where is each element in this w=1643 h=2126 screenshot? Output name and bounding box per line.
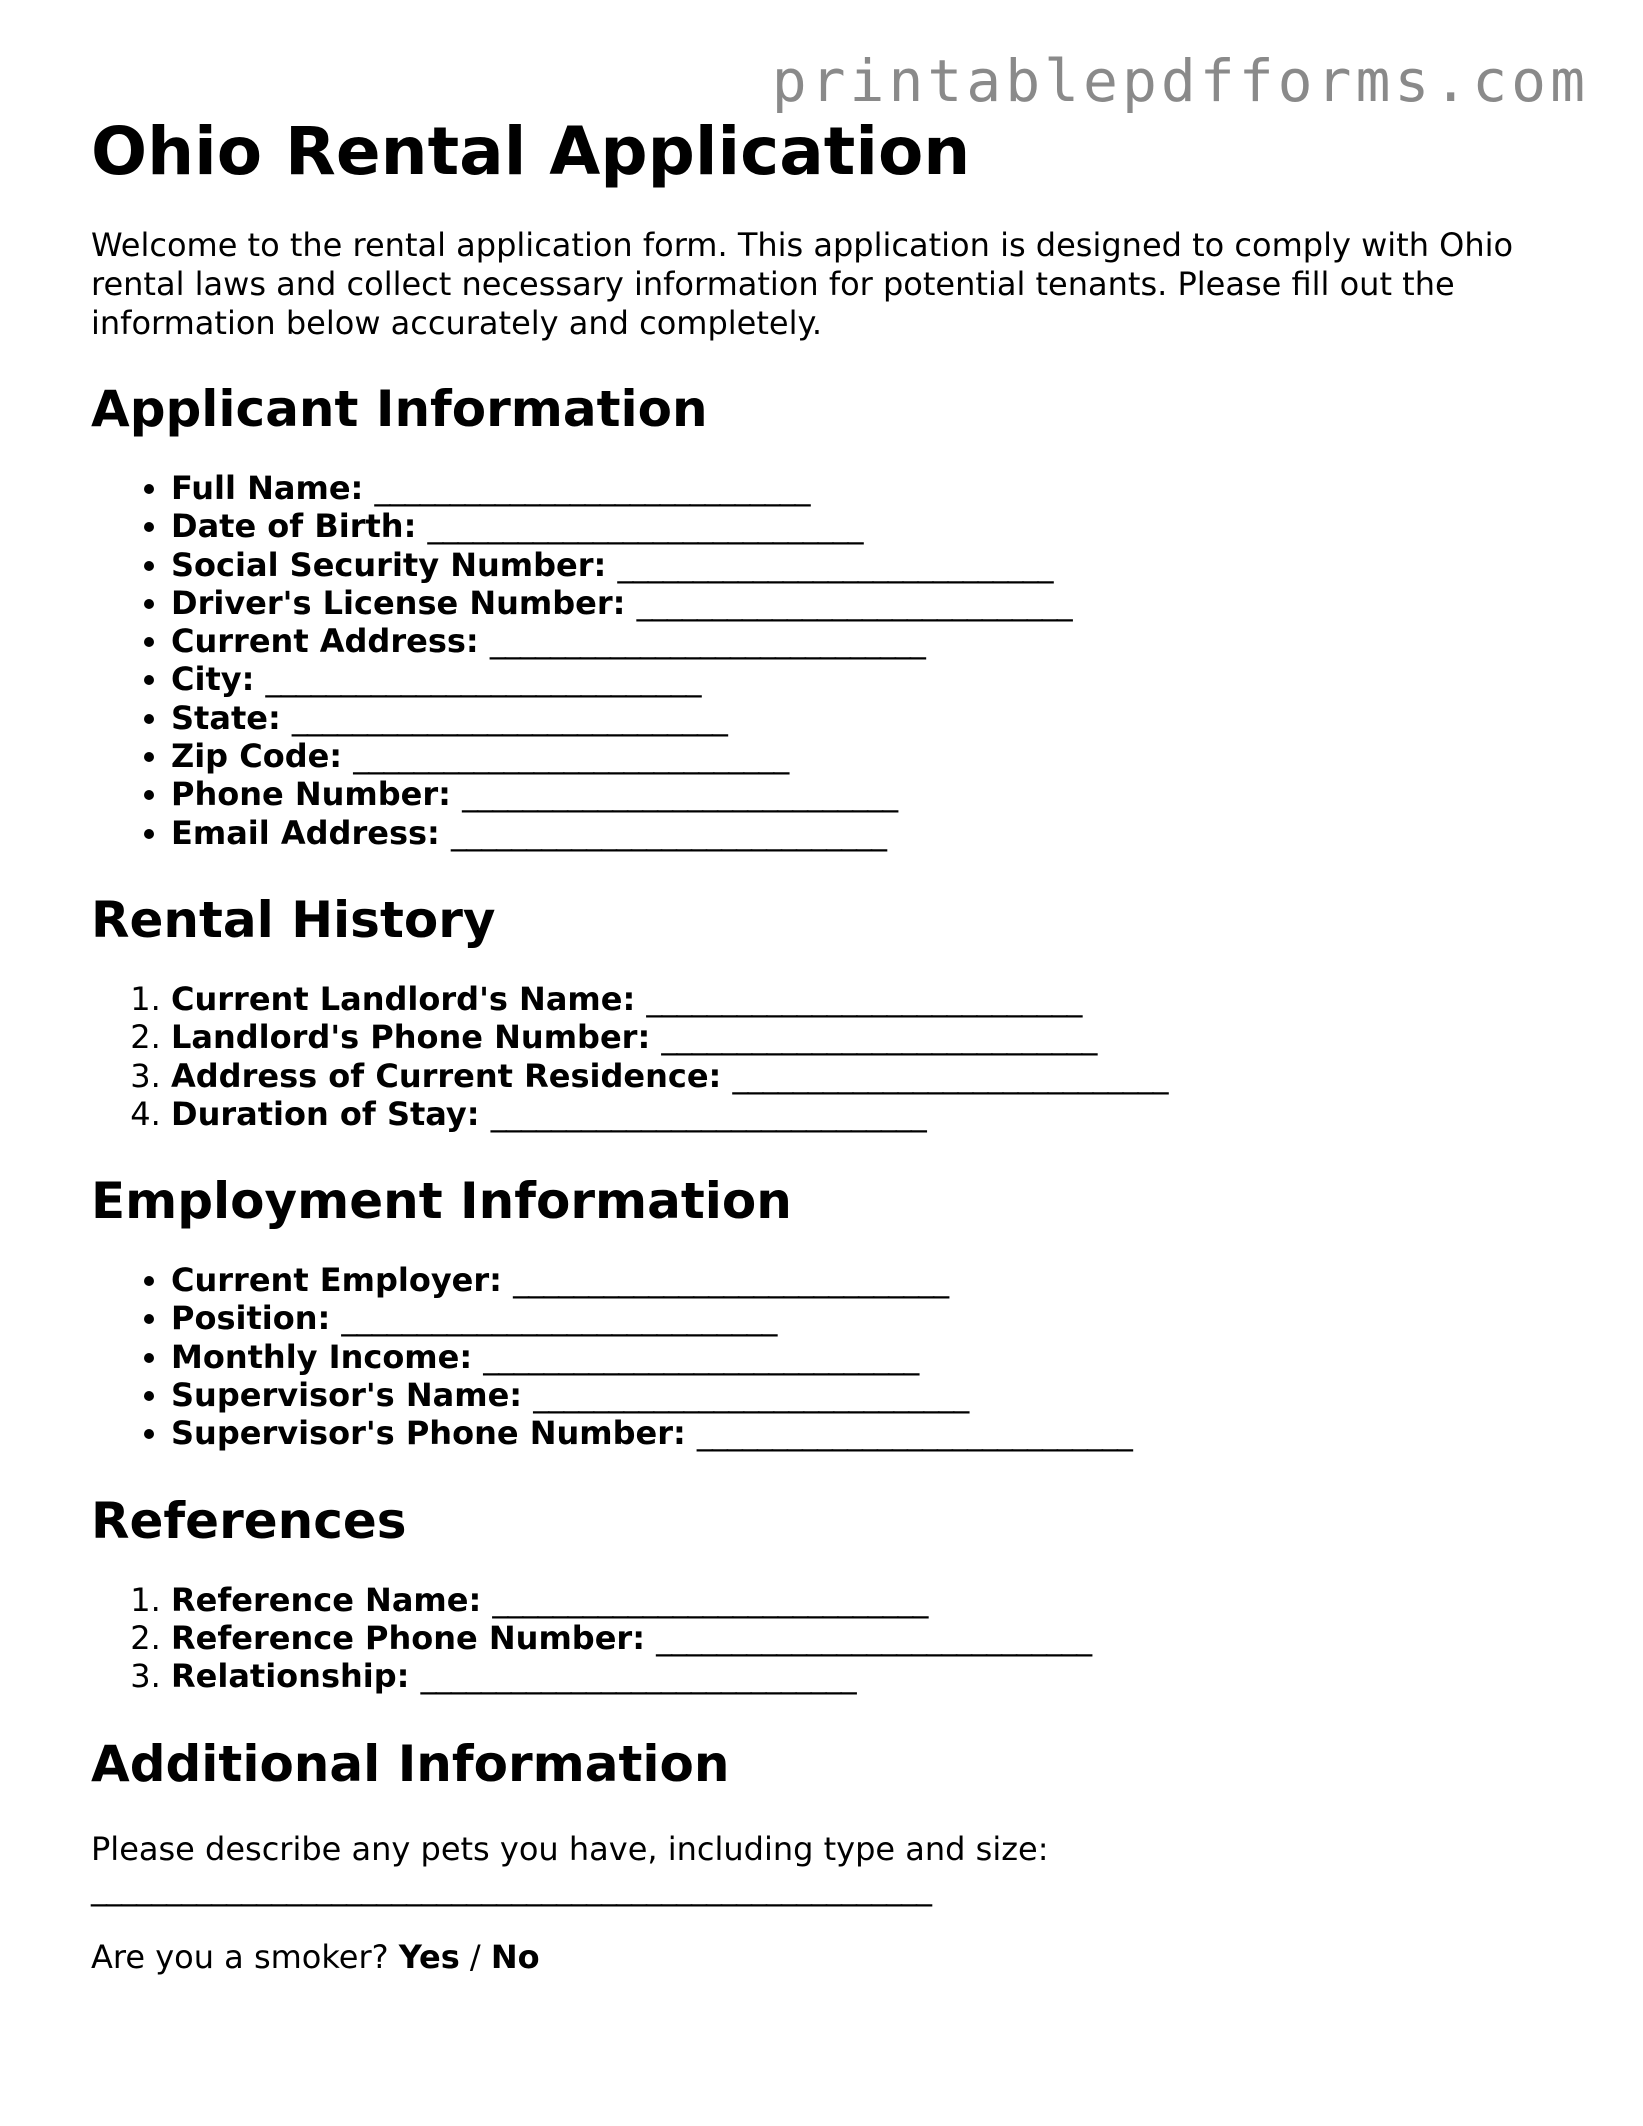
fill-line[interactable]: _____________________________ [492,1580,928,1619]
fill-line[interactable]: _____________________________ [489,622,925,661]
fill-line[interactable]: _____________________________ [533,1376,969,1415]
references-heading: References [91,1491,407,1550]
fill-line[interactable]: _____________________________ [656,1618,1092,1657]
fill-line[interactable]: _____________________________ [661,1018,1097,1057]
page-title: Ohio Rental Application [91,113,971,190]
field-full-name: • Full Name: _____________________________ [171,469,1551,507]
fill-line[interactable]: _____________________________ [374,469,810,507]
field-relationship: 3. Relationship: _____________________________ [171,1657,1551,1695]
fill-line[interactable]: _____________________________ [450,813,886,852]
smoker-yes-option[interactable]: Yes [398,1937,460,1976]
fill-line[interactable]: _____________________________ [646,979,1082,1018]
field-supervisor-phone: • Supervisor's Phone Number: _____________________________ [171,1414,1551,1452]
smoker-no-option[interactable]: No [490,1937,540,1976]
field-duration-of-stay: 4. Duration of Stay: _____________________________ [171,1095,1551,1133]
field-supervisor-name: • Supervisor's Name: _____________________________ [171,1376,1551,1414]
rental-history-fields [91,980,1551,1133]
field-date-of-birth: • Date of Birth: _____________________________ [171,507,1551,545]
references-fields [91,1581,1551,1696]
fill-line[interactable]: _____________________________ [696,1414,1132,1453]
field-email-address: • Email Address: _____________________________ [171,814,1551,852]
smoker-prompt: Are you a smoker? [91,1937,389,1976]
fill-line[interactable]: _____________________________ [265,660,701,699]
fill-line[interactable]: _____________________________ [427,507,863,546]
fill-line[interactable]: _____________________________ [353,737,789,776]
intro-text: Welcome to the rental application form. This application is designed to comply with Ohio rental laws and collect necessary information for potential tenants. Please fill out the information below accurately and completely. [91,226,1514,342]
smoker-separator: / [469,1937,481,1976]
employment-fields [91,1261,1551,1452]
form-page [91,112,1551,1977]
additional-heading: Additional Information [91,1734,730,1793]
field-current-employer: • Current Employer: _____________________________ [171,1261,1551,1299]
fill-line[interactable]: _____________________________ [291,698,727,737]
fill-line[interactable]: _____________________________ [636,583,1072,622]
field-city: • City: _____________________________ [171,660,1551,698]
field-state: • State: _____________________________ [171,699,1551,737]
field-reference-phone: 2. Reference Phone Number: _____________________________ [171,1619,1551,1657]
fill-line[interactable]: _____________________________ [490,1094,926,1133]
fill-line[interactable]: _____________________________ [420,1657,856,1696]
field-ssn: • Social Security Number: _____________________________ [171,546,1551,584]
applicant-fields [91,469,1551,852]
field-position: • Position: _____________________________ [171,1299,1551,1337]
applicant-heading: Applicant Information [91,380,708,438]
fill-line[interactable]: _____________________________ [483,1337,919,1376]
field-monthly-income: • Monthly Income: _____________________________ [171,1338,1551,1376]
field-phone-number: • Phone Number: _____________________________ [171,775,1551,813]
fill-line[interactable]: _____________________________ [732,1056,1168,1095]
field-reference-name: 1. Reference Name: _____________________________ [171,1581,1551,1619]
fill-line[interactable]: _____________________________ [341,1299,777,1338]
field-current-address: • Current Address: _____________________________ [171,622,1551,660]
watermark: printablepdfforms.com [771,47,1589,115]
pets-question [91,1830,1551,1908]
field-landlord-name: 1. Current Landlord's Name: _____________________________ [171,980,1551,1018]
fill-line[interactable]: _____________________________ [462,775,898,814]
fill-line[interactable]: _____________________________ [513,1261,949,1300]
rental-history-heading: Rental History [91,890,496,949]
field-zip-code: • Zip Code: _____________________________ [171,737,1551,775]
pets-fill-line[interactable]: ________________________________________________________ [91,1868,931,1907]
employment-heading: Employment Information [91,1172,792,1231]
pets-prompt: Please describe any pets you have, including type and size: [91,1829,1049,1868]
field-drivers-license: • Driver's License Number: _____________________________ [171,584,1551,622]
field-landlord-phone: 2. Landlord's Phone Number: _____________________________ [171,1018,1551,1056]
smoker-question [91,1938,1551,1977]
field-residence-address: 3. Address of Current Residence: _____________________________ [171,1057,1551,1095]
fill-line[interactable]: _____________________________ [617,545,1053,584]
